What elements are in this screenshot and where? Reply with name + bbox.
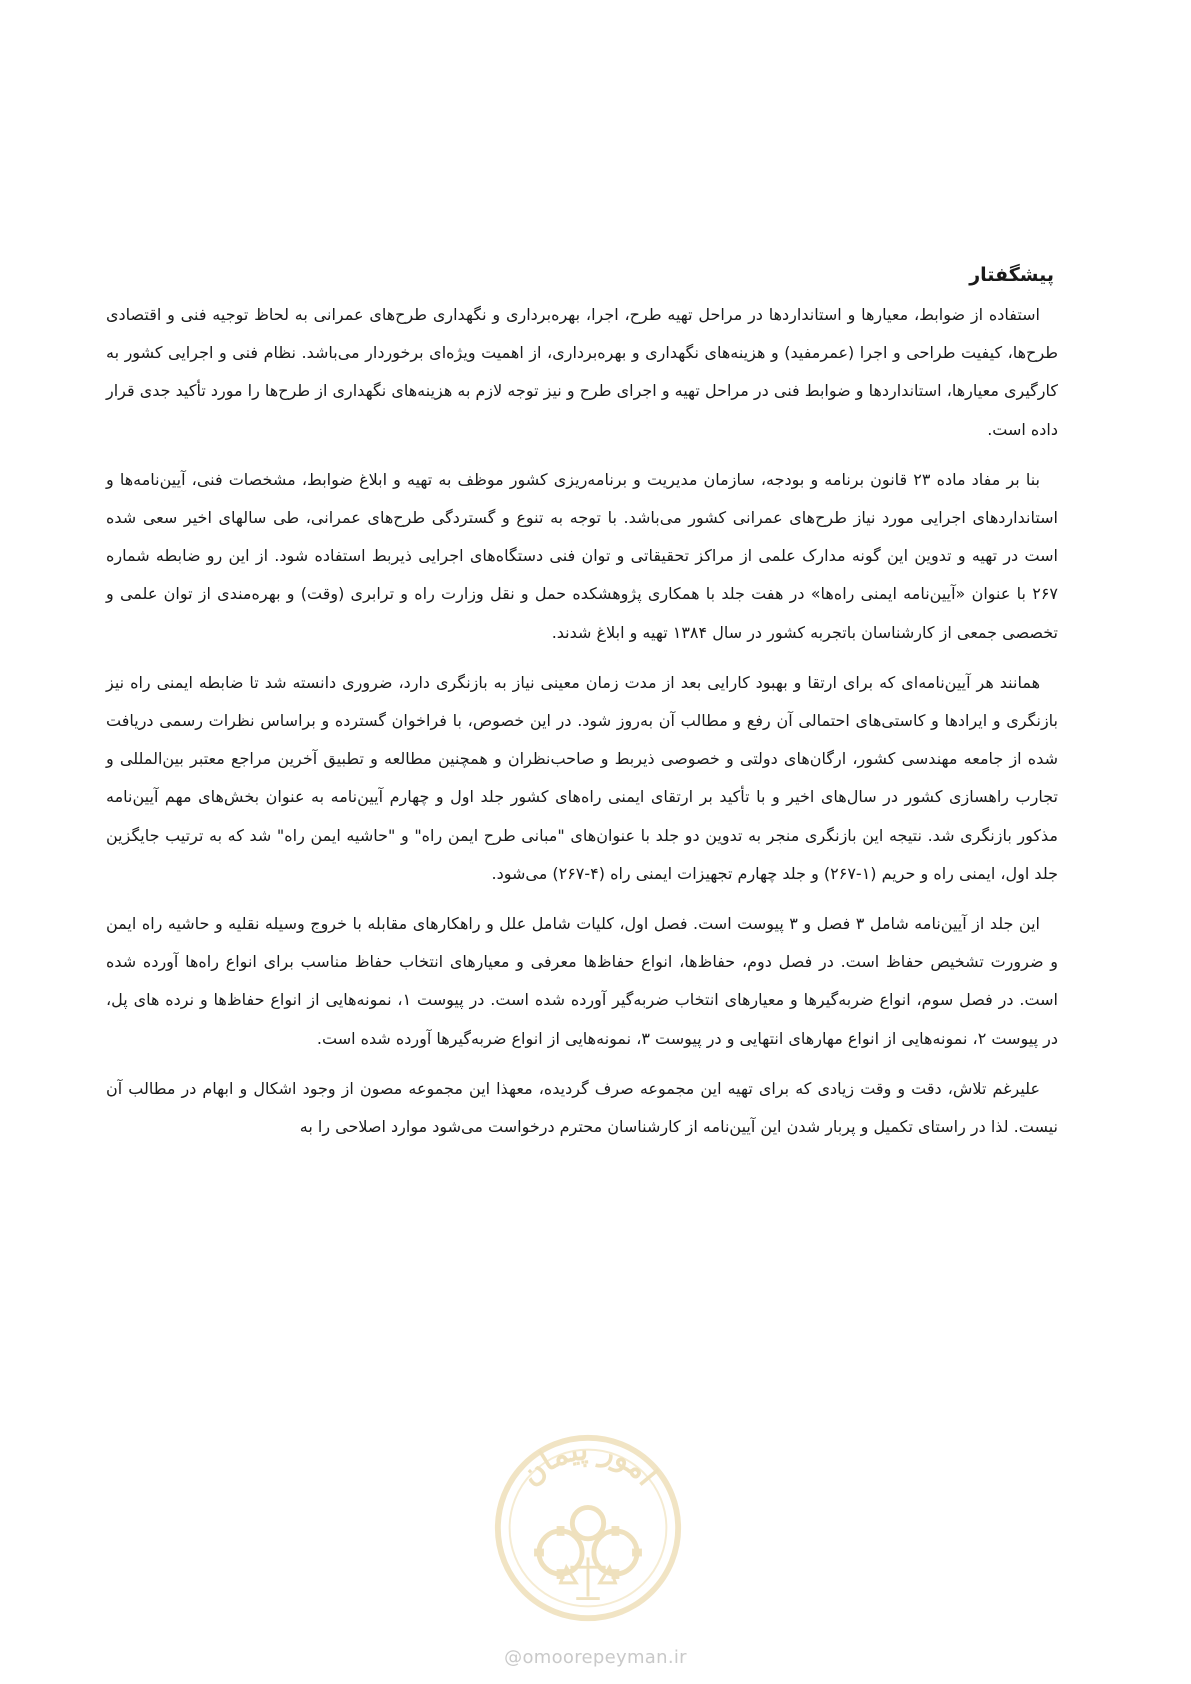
paragraph-4: این جلد از آیین‌نامه شامل ۳ فصل و ۳ پیوست است. فصل اول، کلیات شامل علل و راهکارهای مقابله با خروج وسیله نقلیه و حاشیه راه ایمن و ضرورت تشخیص حفاظ است. در فصل دوم، حفاظ‌ها، انواع حفاظ‌ها معرفی و معیارهای انتخاب حفاظ مناسب برای انواع راه‌ها آورده شده است. در فصل سوم، انواع ضربه‌گیرها و معیارهای انتخاب ضربه‌گیر آورده شده است. در پیوست ۱، نمونه‌هایی از انواع حفاظ‌ها و نرده های پل، در پیوست ۲، نمونه‌هایی از انواع مهارهای انتهایی و در پیوست ۳، نمونه‌هایی از انواع ضربه‌گیرها آورده شده است. <box>106 914 1059 1048</box>
paragraph-5: علیرغم تلاش، دقت و وقت زیادی که برای تهیه این مجموعه صرف گردیده، معهذا این مجموعه مصون از وجود اشکال و ابهام در مطالب آن نیست. لذا در راستای تکمیل و پربار شدن این آیین‌نامه از کارشناسان محترم درخواست می‌شود موارد اصلاحی را به <box>106 1078 1058 1137</box>
paragraph-1: استفاده از ضوابط، معیارها و استانداردها در مراحل تهیه طرح، اجرا، بهره‌برداری و نگهداری طرح‌های عمرانی به لحاظ توجیه فنی و اقتصادی طرح‌ها، کیفیت طراحی و اجرا (عمرمفید) و هزینه‌های نگهداری و بهره‌برداری، از اهمیت ویژه‌ای برخوردار می‌باشد. نظام فنی و اجرایی کشور به کارگیری معیارها، استانداردها و ضوابط فنی در مراحل تهیه و اجرای طرح و نیز توجه لازم به هزینه‌های نگهداری از طرح‌ها را مورد تأکید جدی قرار داده است. <box>106 305 1058 439</box>
section-heading: پیشگفتار <box>969 264 1054 286</box>
paragraph-3: همانند هر آیین‌نامه‌ای که برای ارتقا و بهبود کارایی بعد از مدت زمان معینی نیاز به بازنگری دارد، ضروری دانسته شد تا ضابطه ایمنی راه نیز بازنگری و ایرادها و کاستی‌های احتمالی آن رفع و مطالب آن به‌روز شود. در این خصوص، با فراخوان گسترده و براساس نظرات رسمی دریافت شده از جامعه مهندسی کشور، ارگان‌های دولتی و خصوصی ذیربط و صاحب‌نظران و همچنین مطالعه و تطبیق آخرین مراجع معتبر بین‌المللی و تجارب راهسازی کشور در سال‌های اخیر و با تأکید بر ارتقای ایمنی راه‌های کشور جلد اول و چهارم آیین‌نامه به عنوان بخش‌های مهم آیین‌نامه مذکور بازنگری شد. نتیجه این بازنگری منجر به تدوین دو جلد با عنوان‌های "مبانی طرح ایمن راه" و "حاشیه ایمن راه" شد که به ترتیب جایگزین جلد اول، ایمنی راه و حریم (۱-۲۶۷) و جلد چهارم تجهیزات ایمنی راه (۴-۲۶۷) می‌شود. <box>106 672 1058 883</box>
watermark-url: @omoorepeyman.ir <box>504 1647 687 1668</box>
document-body <box>106 258 1058 1158</box>
paragraph-2: بنا بر مفاد ماده ۲۳ قانون برنامه و بودجه، سازمان مدیریت و برنامه‌ریزی کشور موظف به تهیه و ابلاغ ضوابط، مشخصات فنی، آیین‌نامه‌ها و استانداردهای اجرایی مورد نیاز طرح‌های عمرانی کشور می‌باشد. با توجه به تنوع و گستردگی طرح‌های عمرانی، طی سالهای اخیر سعی شده است در تهیه و تدوین این گونه مدارک علمی از مراکز تحقیقاتی و توان فنی دستگاه‌های اجرایی ذیربط استفاده شود. از این رو ضابطه شماره ۲۶۷ با عنوان «آیین‌نامه ایمنی راه‌ها» در هفت جلد با همکاری پژوهشکده حمل و نقل وزارت راه و ترابری (وقت) و بهره‌مندی از توان علمی و تخصصی جمعی از کارشناسان باتجربه کشور در سال ۱۳۸۴ تهیه و ابلاغ شدند. <box>106 469 1058 642</box>
watermark-seal-icon <box>490 1430 686 1626</box>
watermark-logo-text: امور پیمان <box>512 1431 665 1492</box>
